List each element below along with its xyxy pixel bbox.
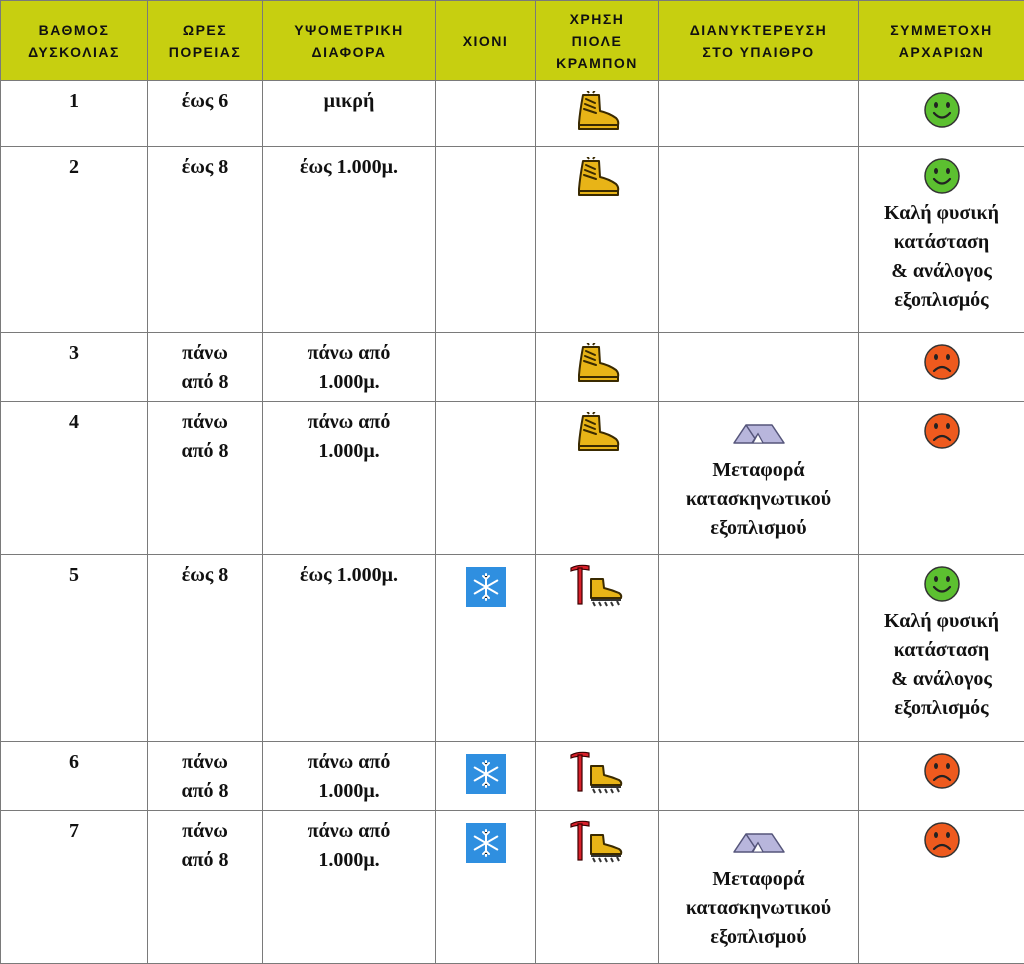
snow-cell <box>436 333 536 402</box>
gear-cell <box>536 147 659 333</box>
camping-cell <box>659 333 859 402</box>
snow-cell <box>436 742 536 811</box>
walking-hours: έως 8 <box>152 561 258 590</box>
elevation-cell <box>263 811 436 964</box>
beginners-cell <box>859 81 1024 147</box>
header-walking-hours: ΩΡΕΣ ΠΟΡΕΙΑΣ <box>148 1 263 81</box>
grade-cell <box>1 402 148 555</box>
smiley-icon <box>923 157 961 195</box>
gear-cell <box>536 811 659 964</box>
snow-cell <box>436 402 536 555</box>
table-row <box>1 333 1024 402</box>
header-row <box>1 1 1024 81</box>
difficulty-grade: 7 <box>5 817 143 846</box>
header-difficulty-grade: ΒΑΘΜΟΣ ΔΥΣΚΟΛΙΑΣ <box>1 1 148 81</box>
difficulty-grade: 3 <box>5 339 143 368</box>
difficulty-grade: 5 <box>5 561 143 590</box>
snow-cell <box>436 147 536 333</box>
table-row <box>1 147 1024 333</box>
gear-cell <box>536 742 659 811</box>
boot-icon <box>573 412 621 454</box>
tent-icon <box>732 831 786 855</box>
elevation-gain: πάνω από 1.000μ. <box>267 817 431 875</box>
elevation-cell <box>263 555 436 742</box>
camping-cell <box>659 402 859 555</box>
beginners-cell <box>859 333 1024 402</box>
gear-cell <box>536 333 659 402</box>
elevation-cell <box>263 742 436 811</box>
beginners-cell <box>859 555 1024 742</box>
frown-icon <box>923 752 961 790</box>
header-ice-axe-crampons: ΧΡΗΣΗ ΠΙΟΛΕ ΚΡΑΜΠΟΝ <box>536 1 659 81</box>
beginners-note: Καλή φυσική κατάσταση & ανάλογος εξοπλισμός <box>863 199 1020 315</box>
frown-icon <box>923 343 961 381</box>
walking-hours: πάνω από 8 <box>152 748 258 806</box>
elevation-gain: έως 1.000μ. <box>267 561 431 590</box>
smiley-icon <box>923 91 961 129</box>
difficulty-grade: 2 <box>5 153 143 182</box>
hours-cell <box>148 81 263 147</box>
camping-cell <box>659 81 859 147</box>
elevation-cell <box>263 147 436 333</box>
beginners-cell <box>859 147 1024 333</box>
elevation-cell <box>263 402 436 555</box>
snow-cell <box>436 81 536 147</box>
snow-icon <box>466 823 506 863</box>
difficulty-grade: 1 <box>5 87 143 116</box>
snow-cell <box>436 811 536 964</box>
header-overnight-camping: ΔΙΑΝΥΚΤΕΡΕΥΣΗ ΣΤΟ ΥΠΑΙΘΡΟ <box>659 1 859 81</box>
camping-note: Μεταφορά κατασκηνωτικού εξοπλισμού <box>663 865 854 952</box>
grade-cell <box>1 147 148 333</box>
elevation-gain: πάνω από 1.000μ. <box>267 408 431 466</box>
table-row <box>1 402 1024 555</box>
elevation-gain: έως 1.000μ. <box>267 153 431 182</box>
walking-hours: έως 6 <box>152 87 258 116</box>
header-beginner-participation: ΣΥΜΜΕΤΟΧΗ ΑΡΧΑΡΙΩΝ <box>859 1 1024 81</box>
hours-cell <box>148 402 263 555</box>
camping-cell <box>659 555 859 742</box>
gear-cell <box>536 402 659 555</box>
gear-cell <box>536 555 659 742</box>
beginners-cell <box>859 742 1024 811</box>
difficulty-grade: 6 <box>5 748 143 777</box>
hours-cell <box>148 333 263 402</box>
walking-hours: πάνω από 8 <box>152 817 258 875</box>
header-elevation-gain: ΥΨΟΜΕΤΡΙΚΗ ΔΙΑΦΟΡΑ <box>263 1 436 81</box>
grade-cell <box>1 811 148 964</box>
table-row <box>1 742 1024 811</box>
hours-cell <box>148 555 263 742</box>
ice-axe-crampon-icon <box>569 563 625 607</box>
camping-note: Μεταφορά κατασκηνωτικού εξοπλισμού <box>663 456 854 543</box>
hours-cell <box>148 147 263 333</box>
camping-cell <box>659 811 859 964</box>
beginners-cell <box>859 402 1024 555</box>
beginners-note: Καλή φυσική κατάσταση & ανάλογος εξοπλισμός <box>863 607 1020 723</box>
elevation-gain: πάνω από 1.000μ. <box>267 339 431 397</box>
walking-hours: έως 8 <box>152 153 258 182</box>
grade-cell <box>1 333 148 402</box>
snow-icon <box>466 567 506 607</box>
table-row <box>1 555 1024 742</box>
boot-icon <box>573 157 621 199</box>
table-row <box>1 81 1024 147</box>
boot-icon <box>573 343 621 385</box>
gear-cell <box>536 81 659 147</box>
grade-cell <box>1 555 148 742</box>
camping-cell <box>659 147 859 333</box>
snow-cell <box>436 555 536 742</box>
ice-axe-crampon-icon <box>569 750 625 794</box>
difficulty-grade: 4 <box>5 408 143 437</box>
walking-hours: πάνω από 8 <box>152 408 258 466</box>
elevation-gain: μικρή <box>267 87 431 116</box>
elevation-gain: πάνω από 1.000μ. <box>267 748 431 806</box>
elevation-cell <box>263 81 436 147</box>
frown-icon <box>923 821 961 859</box>
tent-icon <box>732 422 786 446</box>
snow-icon <box>466 754 506 794</box>
header-snow: ΧΙΟΝΙ <box>436 1 536 81</box>
smiley-icon <box>923 565 961 603</box>
table-row <box>1 811 1024 964</box>
walking-hours: πάνω από 8 <box>152 339 258 397</box>
grade-cell <box>1 81 148 147</box>
hours-cell <box>148 811 263 964</box>
beginners-cell <box>859 811 1024 964</box>
grade-cell <box>1 742 148 811</box>
frown-icon <box>923 412 961 450</box>
boot-icon <box>573 91 621 133</box>
elevation-cell <box>263 333 436 402</box>
ice-axe-crampon-icon <box>569 819 625 863</box>
camping-cell <box>659 742 859 811</box>
hours-cell <box>148 742 263 811</box>
